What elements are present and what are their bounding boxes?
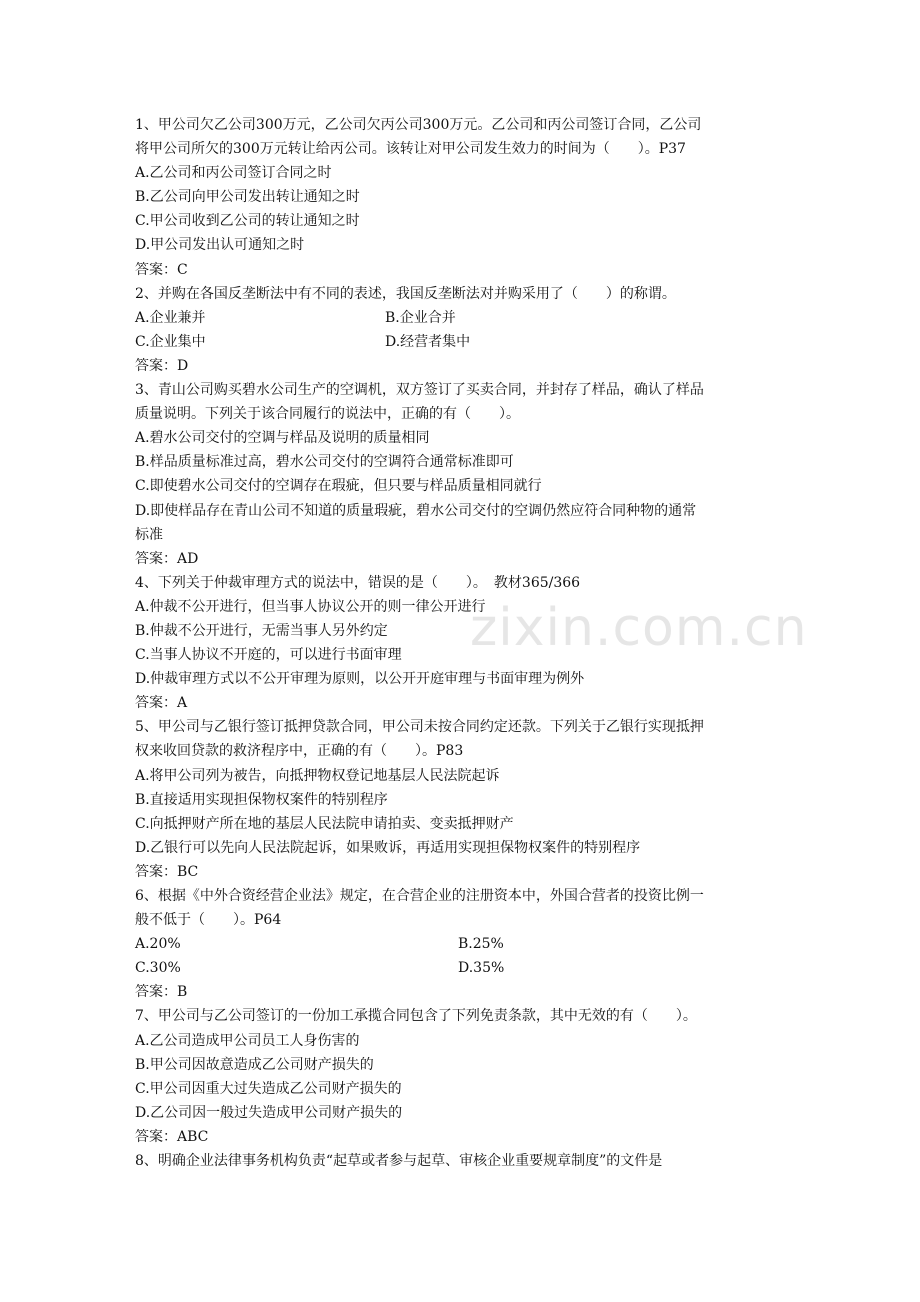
option-row — [135, 956, 787, 980]
option-c: C.30% — [135, 960, 181, 977]
option-row — [135, 932, 787, 956]
question-3 — [135, 378, 787, 571]
answer: 答案：BC — [135, 863, 199, 880]
question-7 — [135, 1004, 787, 1149]
question-6 — [135, 884, 787, 1004]
question-5 — [135, 715, 787, 884]
option-c: C.甲公司收到乙公司的转让通知之时 — [135, 213, 360, 230]
answer: 答案：A — [135, 695, 188, 712]
answer: 答案：B — [135, 984, 188, 1001]
question-stem: 8、明确企业法律事务机构负责“起草或者参与起草、审核企业重要规章制度”的文件是 — [135, 1153, 663, 1170]
question-stem: 7、甲公司与乙公司签订的一份加工承揽合同包含了下列免责条款，其中无效的有（ ）。 — [135, 1008, 697, 1025]
question-4 — [135, 571, 787, 716]
question-8 — [135, 1149, 787, 1173]
option-d: D.即使样品存在青山公司不知道的质量瑕疵，碧水公司交付的空调仍然应符合同种物的通常 — [135, 502, 697, 519]
option-a: A.碧水公司交付的空调与样品及说明的质量相同 — [135, 430, 430, 447]
option-a: A.乙公司和丙公司签订合同之时 — [135, 165, 332, 182]
question-2 — [135, 282, 787, 378]
option-a: A.20% — [135, 936, 181, 953]
option-b: B.甲公司因故意造成乙公司财产损失的 — [135, 1056, 374, 1073]
option-d: D.仲裁审理方式以不公开审理为原则，以公开开庭审理与书面审理为例外 — [135, 671, 585, 688]
option-b: B.乙公司向甲公司发出转让通知之时 — [135, 189, 360, 206]
answer: 答案：AD — [135, 550, 199, 567]
option-d: D.经营者集中 — [385, 333, 471, 350]
question-stem: 1、甲公司欠乙公司300万元，乙公司欠丙公司300万元。乙公司和丙公司签订合同，乙公司 — [135, 117, 702, 133]
option-c: C.即使碧水公司交付的空调存在瑕疵，但只要与样品质量相同就行 — [135, 478, 542, 495]
option-a: A.仲裁不公开进行，但当事人协议公开的则一律公开进行 — [135, 598, 486, 615]
option-d: D.乙公司因一般过失造成甲公司财产损失的 — [135, 1104, 403, 1121]
option-d-continued: 标准 — [135, 526, 163, 543]
option-d: D.甲公司发出认可通知之时 — [135, 237, 305, 254]
document-body — [135, 113, 787, 1173]
question-stem: 4、下列关于仲裁审理方式的说法中，错误的是（ ）。 教材365/366 — [135, 574, 581, 591]
answer: 答案：ABC — [135, 1128, 209, 1145]
option-c: C.企业集中 — [135, 333, 206, 350]
option-c: C.甲公司因重大过失造成乙公司财产损失的 — [135, 1080, 402, 1097]
question-stem: 将甲公司所欠的300万元转让给丙公司。该转让对甲公司发生效力的时间为（ ）。P37 — [135, 141, 686, 158]
option-a: A.乙公司造成甲公司员工人身伤害的 — [135, 1032, 360, 1049]
option-d: D.35% — [458, 960, 505, 977]
question-stem: 2、并购在各国反垄断法中有不同的表述，我国反垄断法对并购采用了（ ）的称谓。 — [135, 285, 676, 302]
option-b: B.直接适用实现担保物权案件的特别程序 — [135, 791, 388, 808]
option-row — [135, 306, 787, 330]
option-c: C.向抵押财产所在地的基层人民法院申请拍卖、变卖抵押财产 — [135, 815, 514, 832]
question-stem: 权来收回贷款的救济程序中，正确的有（ ）。P83 — [135, 743, 464, 760]
watermark: zixin.com.cn — [470, 598, 808, 658]
question-1 — [135, 113, 787, 282]
answer: 答案：C — [135, 261, 188, 278]
option-c: C.当事人协议不开庭的，可以进行书面审理 — [135, 647, 402, 664]
question-stem: 3、青山公司购买碧水公司生产的空调机，双方签订了买卖合同，并封存了样品，确认了样品 — [135, 382, 704, 399]
option-b: B.仲裁不公开进行，无需当事人另外约定 — [135, 622, 388, 639]
answer: 答案：D — [135, 357, 189, 374]
option-a: A.将甲公司列为被告，向抵押物权登记地基层人民法院起诉 — [135, 767, 500, 784]
option-d: D.乙银行可以先向人民法院起诉，如果败诉，再适用实现担保物权案件的特别程序 — [135, 839, 641, 856]
option-row — [135, 330, 787, 354]
question-stem: 般不低于（ ）。P64 — [135, 912, 282, 929]
option-a: A.企业兼并 — [135, 309, 206, 326]
question-stem: 6、根据《中外合资经营企业法》规定，在合营企业的注册资本中，外国合营者的投资比例一 — [135, 888, 704, 904]
option-b: B.企业合并 — [385, 309, 456, 326]
question-stem: 5、甲公司与乙银行签订抵押贷款合同，甲公司未按合同约定还款。下列关于乙银行实现抵押 — [135, 719, 704, 736]
option-b: B.样品质量标准过高，碧水公司交付的空调符合通常标准即可 — [135, 454, 514, 471]
question-stem: 质量说明。下列关于该合同履行的说法中，正确的有（ ）。 — [135, 406, 520, 423]
option-b: B.25% — [458, 936, 504, 953]
